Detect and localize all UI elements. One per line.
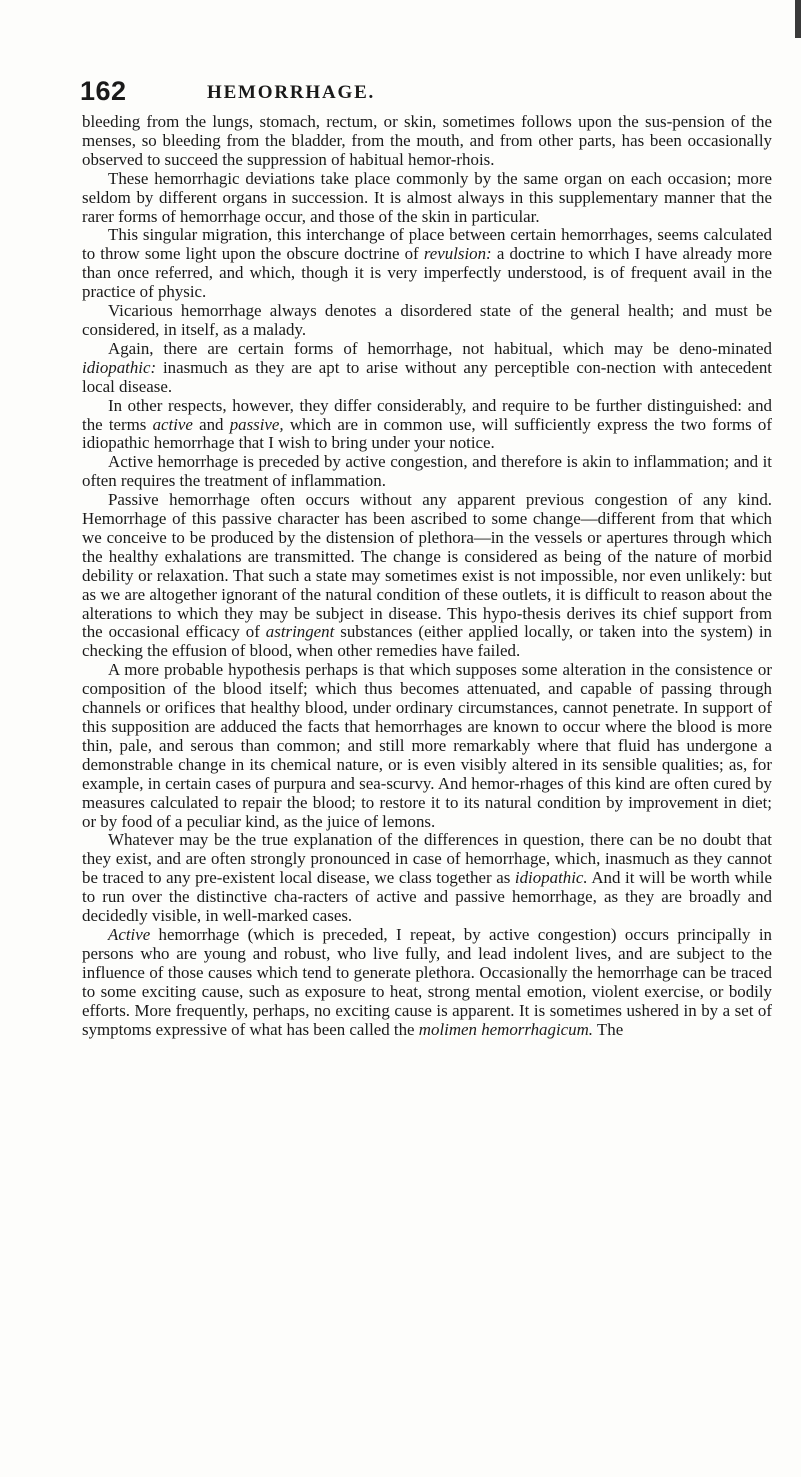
paragraph xyxy=(82,661,772,831)
italic-text: molimen hemorrhagicum. xyxy=(418,1019,594,1039)
text-run: Whatever may be the true explanation of the differences in question, there can be no doubt that they exist, and are often strongly pronounced in case of hemorrhage, which, inasmuch as they cannot be traced to any pre-existent local disease, we class together as xyxy=(82,830,772,888)
text-run: a doctrine to which I have already more than once referred, and which, though it is very imperfectly understood, is of frequent avail in the practice of physic. xyxy=(82,244,772,302)
text-run: which are in common use, will sufficiently express the two forms of idiopathic hemorrhage that I wish to bring under your notice. xyxy=(82,414,772,453)
text-run: inasmuch as they are apt to arise without any perceptible con-nection with antecedent local disease. xyxy=(82,357,772,396)
page-edge-mark xyxy=(795,0,801,38)
paragraph xyxy=(82,302,772,340)
text-run: bleeding from the lungs, stomach, rectum, or skin, sometimes follows upon the sus-pension of the menses, so bleeding from the bladder, from the mouth, and from other parts, has been occasionally observed to succeed the suppression of habitual hemor-rhois. xyxy=(82,112,772,169)
paragraph xyxy=(82,397,772,454)
italic-text: active xyxy=(152,414,193,434)
paragraph xyxy=(82,170,772,227)
page-header xyxy=(80,76,760,112)
page-number: 162 xyxy=(80,76,127,106)
text-run: and xyxy=(192,414,230,434)
paragraph xyxy=(82,226,772,302)
paragraph xyxy=(82,340,772,397)
paragraph xyxy=(82,491,772,661)
text-run: A more probable hypothesis perhaps is that which supposes some alteration in the consistence or composition of the blood itself; which thus becomes attenuated, and capable of passing through channels or orifices that healthy blood, under ordinary circumstances, cannot penetrate. In support of this supposition are adduced the facts that hemorrhages are known to occur where the blood is more thin, pale, and serous than common; and still more remarkably where that fluid has undergone a demonstrable change in its chemical nature, or is even visibly altered in its sensible qualities; as, for example, in certain cases of purpura and sea-scurvy. And hemor-rhages of this kind are often cured by measures calculated to repair the blood; to restore it to its natural condition by improvement in diet; or by food of a peculiar kind, as the juice of lemons. xyxy=(82,660,772,831)
body-text xyxy=(82,113,772,1039)
running-head: HEMORRHAGE. xyxy=(207,82,376,103)
italic-text: revulsion: xyxy=(423,244,492,264)
text-run: Passive hemorrhage often occurs without any apparent previous congestion of any kind. Hemorrhage of this passive character has been ascribed to some change—different from that which we conceive to be produced by the distension of plethora—in the vessels or apertures through which the healthy exhalations are transmitted. The change is considered as being of the nature of morbid debility or relaxation. That such a state may sometimes exist is not impossible, nor even unlikely: but as we are altogether ignorant of the natural condition of these outlets, it is difficult to reason about the alterations to which they may be subject in disease. This hypo-thesis derives its chief support from the occasional efficacy of xyxy=(82,490,772,642)
paragraph xyxy=(82,926,772,1039)
text-run: This singular migration, this interchange of place between certain hemorrhages, seems calculated to throw some light upon the obscure doctrine of xyxy=(82,225,772,264)
text-run: In other respects, however, they differ considerably, and require to be further distinguished: and the terms xyxy=(82,395,772,434)
text-run: Active hemorrhage is preceded by active congestion, and therefore is akin to inflammation; and it often requires the treatment of inflammation. xyxy=(82,452,772,491)
italic-text: passive, xyxy=(229,414,284,434)
text-run: These hemorrhagic deviations take place commonly by the same organ on each occasion; more seldom by different organs in succession. It is almost always in this supplementary manner that the rarer forms of hemorrhage occur, and those of the skin in particular. xyxy=(82,168,772,226)
italic-text: idiopathic. xyxy=(514,868,588,888)
text-run: substances (either applied locally, or taken into the system) in checking the effusion of blood, when other remedies have failed. xyxy=(82,622,772,661)
paragraph xyxy=(82,831,772,926)
italic-text: idiopathic: xyxy=(82,357,157,377)
text-run: hemorrhage (which is preceded, I repeat, by active congestion) occurs principally in persons who are young and robust, who live fully, and lead indolent lives, and are subject to the influence of those causes which tend to generate plethora. Occasionally the hemorrhage can be traced to some exciting cause, such as exposure to heat, strong mental emotion, violent exercise, or bodily efforts. More frequently, perhaps, no exciting cause is apparent. It is sometimes ushered in by a set of symptoms expressive of what has been called the xyxy=(82,924,772,1039)
text-run: Again, there are certain forms of hemorrhage, not habitual, which may be deno-minated xyxy=(108,338,772,358)
text-run: Vicarious hemorrhage always denotes a disordered state of the general health; and must be considered, in itself, as a malady. xyxy=(82,301,772,339)
italic-text: astringent xyxy=(265,622,335,642)
text-run: And it will be worth while to run over the distinctive cha-racters of active and passive hemorrhage, as they are broadly and decidedly visible, in well-marked cases. xyxy=(82,868,772,926)
italic-text: Active xyxy=(108,924,151,944)
paragraph xyxy=(82,113,772,170)
text-run: The xyxy=(593,1019,624,1039)
paragraph xyxy=(82,453,772,491)
